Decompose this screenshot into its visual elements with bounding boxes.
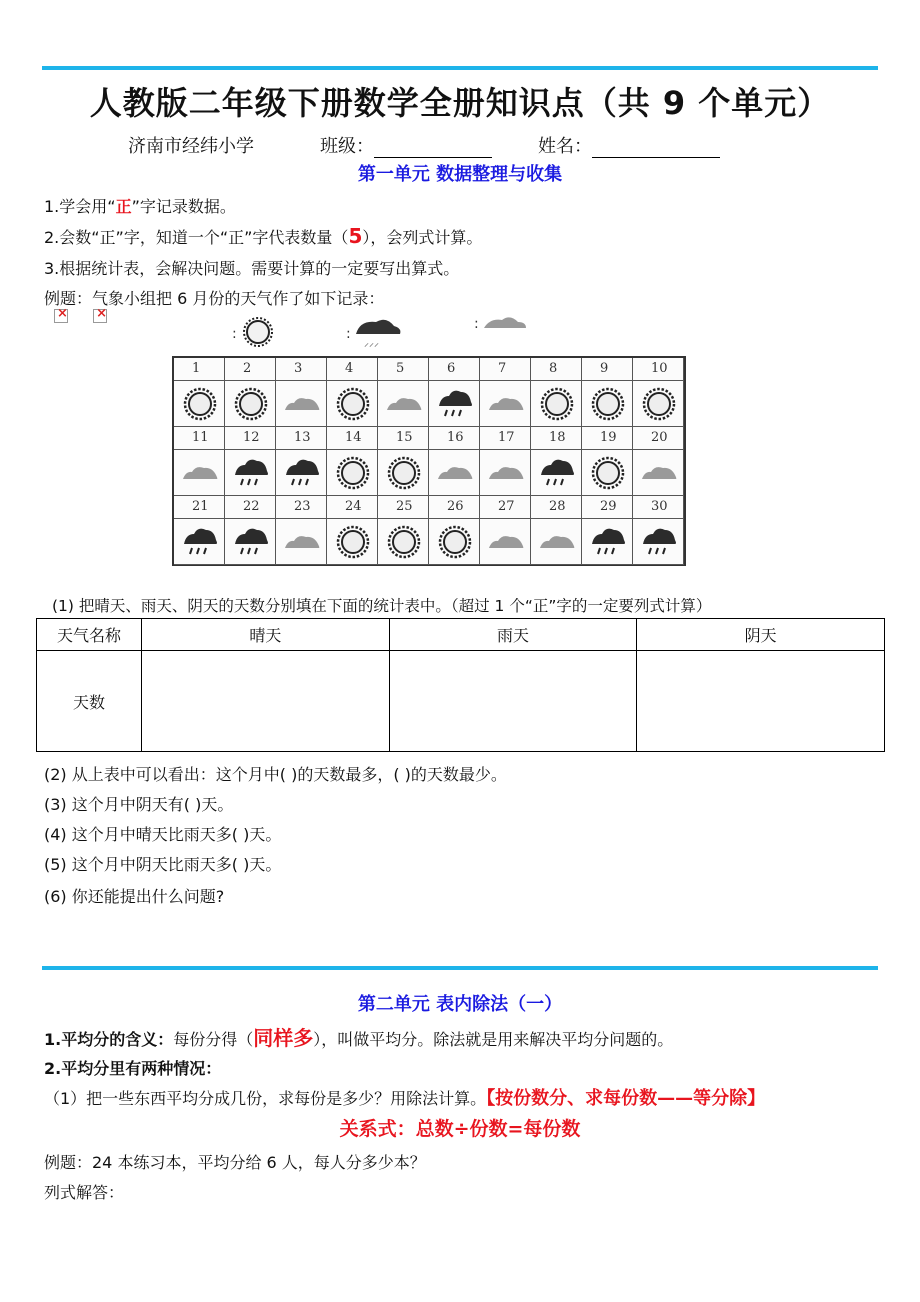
- weather-day-number: 3: [294, 361, 303, 376]
- table-row: [37, 651, 885, 752]
- unit2-heading: 第二单元 表内除法（一）: [357, 994, 563, 1015]
- section-divider: [42, 966, 878, 970]
- weather-row-divider: [174, 380, 225, 381]
- overcast-cloud-icon: [486, 453, 526, 493]
- weather-row-divider: [276, 518, 327, 519]
- broken-image-icon: [93, 309, 107, 323]
- class-blank[interactable]: [374, 138, 492, 158]
- sun-icon: [333, 384, 373, 424]
- name-blank[interactable]: [592, 138, 720, 158]
- text: （1）把一些东西平均分成几份，求每份是多少？用除法计算。: [44, 1089, 487, 1108]
- weather-day-number: 13: [294, 430, 311, 445]
- weather-row-divider: [225, 518, 276, 519]
- weather-day-number: 15: [396, 430, 413, 445]
- name-field: [538, 132, 720, 158]
- weather-row-divider: [276, 449, 327, 450]
- rain-cloud-icon: [231, 522, 271, 562]
- highlight-equal-division: 【按份数分、求每份数——等分除】: [486, 1088, 766, 1109]
- weather-row-divider: [276, 380, 327, 381]
- overcast-cloud-icon: [486, 522, 526, 562]
- table-header: 晴天: [142, 619, 390, 651]
- weather-day-number: 7: [498, 361, 507, 376]
- weather-day-number: 11: [192, 430, 209, 445]
- unit1-point-1: [44, 194, 236, 217]
- weather-day-number: 1: [192, 361, 201, 376]
- rain-cloud-icon: [435, 384, 475, 424]
- weather-day-number: 4: [345, 361, 354, 376]
- class-field: [320, 132, 492, 158]
- table-header: 天气名称: [37, 619, 142, 651]
- weather-row-divider: [633, 449, 684, 450]
- weather-day-number: 26: [447, 499, 464, 514]
- sun-icon: [588, 453, 628, 493]
- rainy-days-cell[interactable]: [389, 651, 637, 752]
- row-label: 天数: [37, 651, 142, 752]
- weather-day-number: 24: [345, 499, 362, 514]
- sun-icon: [231, 384, 271, 424]
- weather-day-number: 19: [600, 430, 617, 445]
- unit2-point-1: [44, 1022, 673, 1051]
- weather-row-divider: [633, 380, 684, 381]
- weather-row-divider: [582, 518, 633, 519]
- question-1: (1) 把晴天、雨天、阴天的天数分别填在下面的统计表中。（超过 1 个“正”字的一定要列式计算）: [52, 597, 712, 615]
- weather-day-number: 27: [498, 499, 515, 514]
- unit1-point-2: [44, 224, 482, 248]
- rain-cloud-icon: [537, 453, 577, 493]
- weather-day-number: 29: [600, 499, 617, 514]
- weather-day-number: 6: [447, 361, 456, 376]
- weather-row-divider: [429, 449, 480, 450]
- svg-text::: :: [474, 316, 479, 332]
- weather-day-number: 23: [294, 499, 311, 514]
- sun-icon: [180, 384, 220, 424]
- table-header: 雨天: [389, 619, 637, 651]
- unit2-answer-label: 列式解答：: [44, 1183, 125, 1202]
- sun-icon: [333, 522, 373, 562]
- weather-row-divider: [327, 518, 378, 519]
- weather-legend: [228, 314, 548, 350]
- unit2-point-2: 2.平均分里有两种情况：: [44, 1059, 222, 1078]
- sun-icon: [384, 522, 424, 562]
- weather-row-divider: [429, 380, 480, 381]
- question-4: (4) 这个月中晴天比雨天多( )天。: [44, 825, 282, 844]
- text: ”字记录数据。: [131, 197, 236, 216]
- weather-day-number: 20: [651, 430, 668, 445]
- class-label: 班级：: [320, 136, 374, 157]
- weather-row-divider: [378, 380, 429, 381]
- rain-cloud-icon: [588, 522, 628, 562]
- broken-image-icon: [54, 309, 68, 323]
- text: ），会列式计算。: [362, 228, 483, 247]
- relation-formula: 关系式：总数÷份数=每份数: [339, 1118, 581, 1140]
- weather-row-divider: [174, 518, 225, 519]
- broken-image-icons: [54, 308, 107, 327]
- unit2-example: 例题：24 本练习本，平均分给 6 人，每人分多少本？: [44, 1153, 426, 1172]
- weather-row-divider: [480, 518, 531, 519]
- weather-row-divider: [378, 518, 429, 519]
- weather-day-number: 28: [549, 499, 566, 514]
- rain-cloud-icon: [639, 522, 679, 562]
- weather-day-number: 12: [243, 430, 260, 445]
- weather-row-divider: [429, 518, 480, 519]
- svg-text::: :: [346, 326, 351, 342]
- question-3: (3) 这个月中阴天有( )天。: [44, 795, 234, 814]
- weather-day-number: 2: [243, 361, 252, 376]
- weather-day-number: 22: [243, 499, 260, 514]
- svg-text:⸝⸝⸝: ⸝⸝⸝: [364, 338, 379, 349]
- highlight-five: 5: [348, 224, 363, 248]
- weather-day-number: 8: [549, 361, 558, 376]
- unit1-heading: 第一单元 数据整理与收集: [357, 164, 563, 185]
- text: ），叫做平均分。除法就是用来解决平均分问题的。: [313, 1030, 674, 1049]
- sun-icon: [588, 384, 628, 424]
- overcast-cloud-icon: [384, 384, 424, 424]
- overcast-cloud-icon: [282, 522, 322, 562]
- text: 2.会数“正”字，知道一个“正”字代表数量（: [44, 228, 349, 247]
- weather-row-divider: [327, 449, 378, 450]
- legend-rain-icon: [346, 320, 400, 349]
- weather-day-number: 10: [651, 361, 668, 376]
- highlight-zheng: 正: [115, 197, 132, 216]
- weather-row-divider: [225, 380, 276, 381]
- weather-day-number: 9: [600, 361, 609, 376]
- highlight-same-amount: 同样多: [253, 1026, 314, 1050]
- overcast-cloud-icon: [435, 453, 475, 493]
- overcast-cloud-icon: [180, 453, 220, 493]
- text: 每份分得（: [173, 1030, 254, 1049]
- weather-day-number: 30: [651, 499, 668, 514]
- weather-row-divider: [633, 518, 684, 519]
- question-6: (6) 你还能提出什么问题?: [44, 887, 225, 906]
- weather-row-divider: [174, 449, 225, 450]
- weather-row-divider: [531, 449, 582, 450]
- name-label: 姓名：: [538, 136, 592, 157]
- legend-cloud-icon: [474, 316, 526, 332]
- legend-sun-icon: [232, 318, 272, 346]
- weather-day-number: 25: [396, 499, 413, 514]
- unit1-example: 例题：气象小组把 6 月份的天气作了如下记录：: [44, 289, 385, 308]
- rain-cloud-icon: [282, 453, 322, 493]
- sun-icon: [333, 453, 373, 493]
- weather-row-divider: [480, 380, 531, 381]
- sun-icon: [537, 384, 577, 424]
- rain-cloud-icon: [180, 522, 220, 562]
- svg-text::: :: [232, 326, 237, 342]
- page-title: 人教版二年级下册数学全册知识点（共 9 个单元）: [89, 84, 831, 122]
- weather-day-number: 16: [447, 430, 464, 445]
- overcast-cloud-icon: [537, 522, 577, 562]
- header-info: [128, 132, 254, 158]
- weather-row-divider: [531, 518, 582, 519]
- question-5: (5) 这个月中阴天比雨天多( )天。: [44, 855, 282, 874]
- weather-day-number: 18: [549, 430, 566, 445]
- table-header: 阴天: [637, 619, 885, 651]
- rain-cloud-icon: [231, 453, 271, 493]
- question-2: (2) 从上表中可以看出：这个月中( )的天数最多，( )的天数最少。: [44, 765, 507, 784]
- weather-row-divider: [378, 449, 429, 450]
- weather-row-divider: [480, 449, 531, 450]
- weather-row-divider: [225, 449, 276, 450]
- overcast-cloud-icon: [486, 384, 526, 424]
- text: 1.平均分的含义：: [44, 1030, 174, 1049]
- unit1-point-3: 3.根据统计表，会解决问题。需要计算的一定要写出算式。: [44, 259, 460, 278]
- weather-day-number: 21: [192, 499, 209, 514]
- weather-row-divider: [582, 380, 633, 381]
- weather-row-divider: [582, 449, 633, 450]
- weather-row-divider: [531, 380, 582, 381]
- text: 1.学会用“: [44, 197, 116, 216]
- unit2-point-3: [44, 1084, 765, 1110]
- weather-day-number: 17: [498, 430, 515, 445]
- weather-record-grid: [172, 356, 686, 566]
- overcast-cloud-icon: [639, 453, 679, 493]
- weather-row-divider: [327, 380, 378, 381]
- sun-icon: [639, 384, 679, 424]
- weather-day-number: 14: [345, 430, 362, 445]
- statistics-table: [36, 618, 885, 752]
- overcast-cloud-icon: [282, 384, 322, 424]
- sunny-days-cell[interactable]: [142, 651, 390, 752]
- school-name: 济南市经纬小学: [128, 136, 254, 157]
- table-header-row: [37, 619, 885, 651]
- cloudy-days-cell[interactable]: [637, 651, 885, 752]
- sun-icon: [384, 453, 424, 493]
- weather-day-number: 5: [396, 361, 405, 376]
- sun-icon: [435, 522, 475, 562]
- top-divider: [42, 66, 878, 70]
